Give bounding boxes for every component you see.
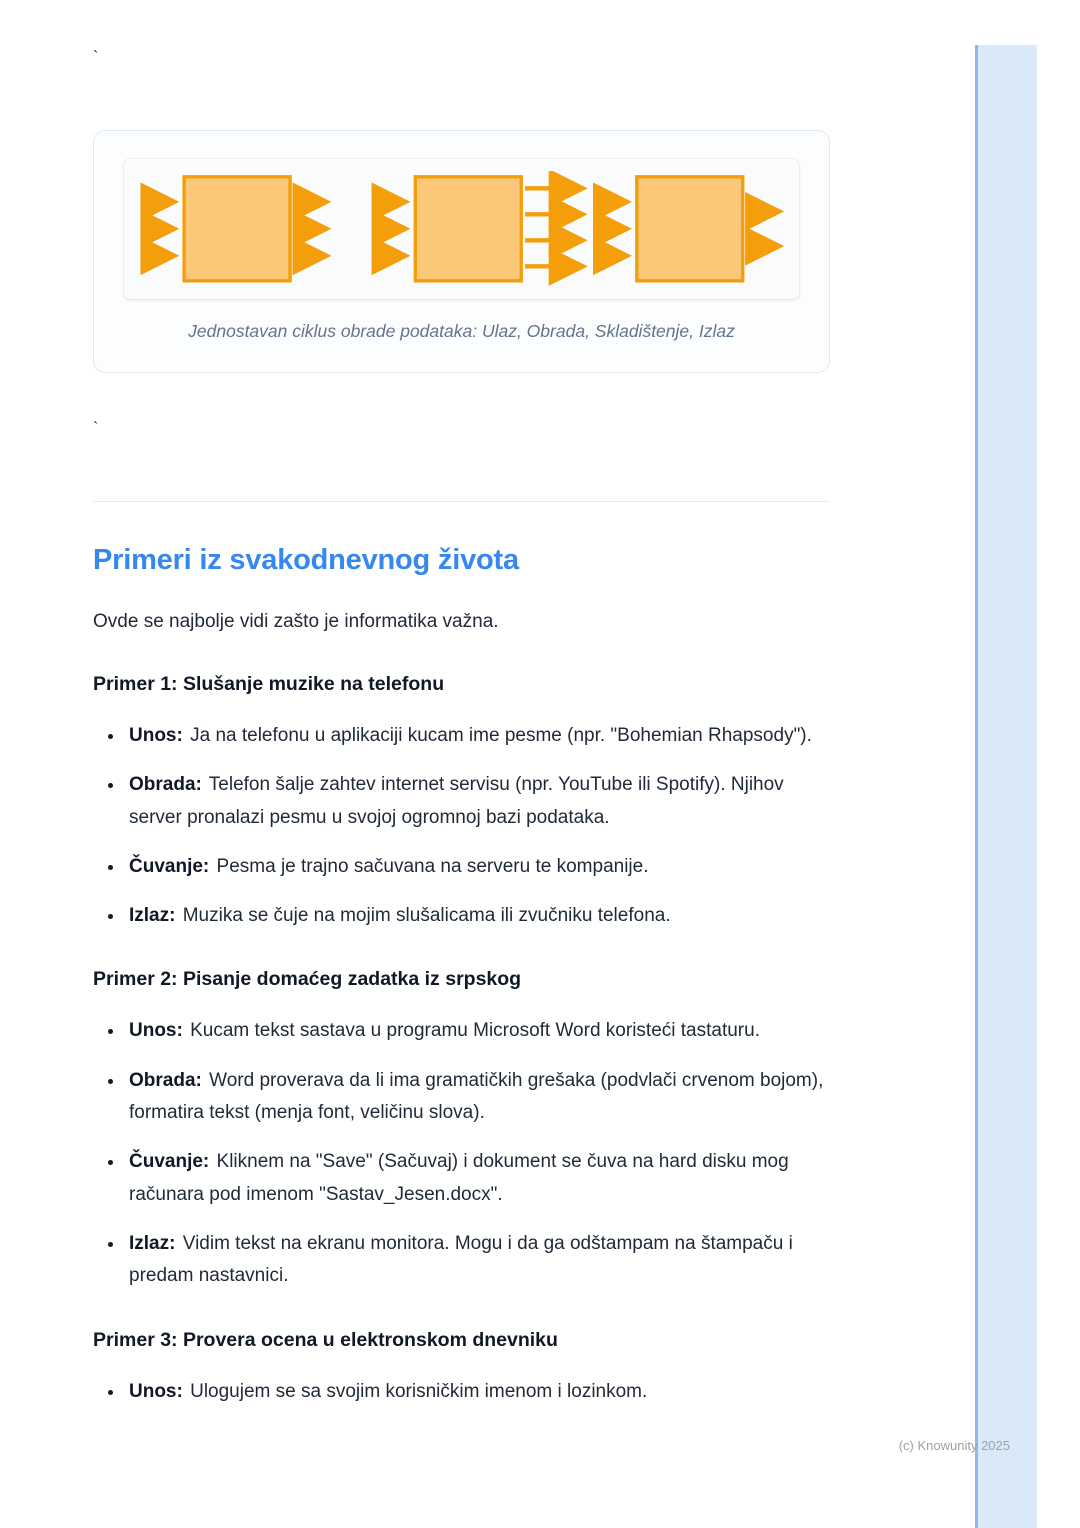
item-label: Unos: <box>129 1020 183 1042</box>
section-divider <box>93 501 830 502</box>
list-item <box>125 1228 830 1293</box>
list-item <box>125 1146 830 1211</box>
list-item <box>125 1376 830 1408</box>
item-label: Unos: <box>129 724 183 746</box>
item-text: Muzika se čuje na mojim slušalicama ili zvučniku telefona. <box>182 905 671 927</box>
example-list <box>93 720 830 932</box>
figure-caption: Jednostavan ciklus obrade podataka: Ulaz, Obrada, Skladištenje, Izlaz <box>188 320 735 341</box>
example-list <box>93 1376 830 1408</box>
example-title: Primer 2: Pisanje domaćeg zadatka iz srpskog <box>93 968 522 991</box>
item-label: Izlaz: <box>129 905 176 927</box>
example-block-3 <box>93 1329 830 1408</box>
list-item <box>125 1065 830 1130</box>
item-text: Kliknem na "Save" (Sačuvaj) i dokument se čuva na hard disku mog računara pod imenom "Sastav_Jesen.docx". <box>129 1151 789 1205</box>
list-item <box>125 1015 830 1047</box>
item-text: Telefon šalje zahtev internet servisu (npr. YouTube ili Spotify). Njihov server pronalazi pesmu u svojoj ogromnoj bazi podataka. <box>129 774 784 828</box>
section-intro: Ovde se najbolje vidi zašto je informatika važna. <box>93 610 499 632</box>
item-text: Ja na telefonu u aplikaciji kucam ime pesme (npr. "Bohemian Rhapsody"). <box>190 724 812 746</box>
example-title: Primer 1: Slušanje muzike na telefonu <box>93 672 445 695</box>
item-text: Pesma je trajno sačuvana na serveru te kompanije. <box>216 855 649 877</box>
list-item <box>125 851 830 883</box>
right-margin-band <box>975 45 1037 1528</box>
item-label: Unos: <box>129 1380 183 1402</box>
figure-card <box>93 130 830 373</box>
stray-backtick-middle: ` <box>93 419 99 437</box>
example-title: Primer 3: Provera ocena u elektronskom dnevniku <box>93 1328 558 1351</box>
list-item <box>125 900 830 932</box>
list-item <box>125 769 830 834</box>
data-cycle-diagram <box>124 159 799 299</box>
example-block-2 <box>93 968 830 1292</box>
item-text: Ulogujem se sa svojim korisničkim imenom i lozinkom. <box>190 1380 648 1402</box>
item-label: Čuvanje: <box>129 1151 210 1173</box>
item-text: Kucam tekst sastava u programu Microsoft Word koristeći tastaturu. <box>190 1020 760 1042</box>
item-label: Obrada: <box>129 1069 202 1091</box>
input-process-output-flow-diagram-icon <box>134 171 789 287</box>
item-label: Čuvanje: <box>129 855 210 877</box>
section-heading: Primeri iz svakodnevnog života <box>93 543 519 576</box>
item-label: Obrada: <box>129 774 202 796</box>
item-text: Word proverava da li ima gramatičkih grešaka (podvlači crvenom bojom), formatira tekst (menja font, veličinu slova). <box>129 1069 824 1124</box>
copyright-notice: (c) Knowunity 2025 <box>898 1438 1010 1453</box>
item-label: Izlaz: <box>129 1232 176 1254</box>
stray-backtick-top: ` <box>93 49 99 66</box>
item-text: Vidim tekst na ekranu monitora. Mogu i da ga odštampam na štampaču i predam nastavnici. <box>129 1232 793 1287</box>
example-block-1 <box>93 673 830 932</box>
example-list <box>93 1015 830 1292</box>
list-item <box>125 720 830 752</box>
document-page <box>93 0 830 1425</box>
